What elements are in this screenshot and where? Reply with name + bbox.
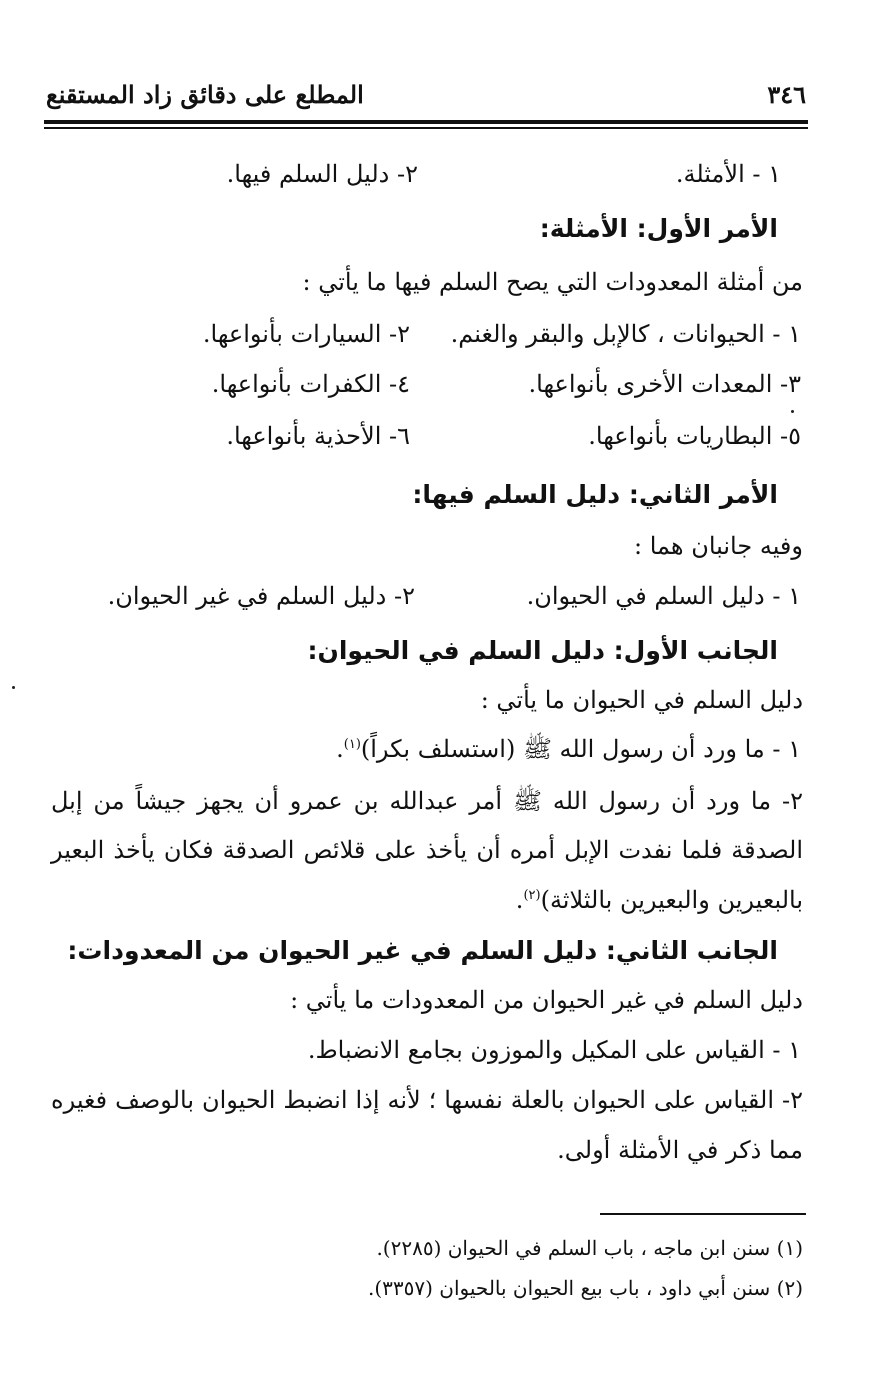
- subsection-heading-non-animals: الجانب الثاني: دليل السلم في غير الحيوان من المعدودات:: [67, 936, 778, 965]
- hadith-item-1: ١ - ما ورد أن رسول الله ﷺ (استسلف بكراً)$^{(١)}$.: [336, 735, 801, 763]
- intro-item-1: ١ - الأمثلة.: [675, 160, 781, 188]
- example-item-1: ١ - الحيوانات ، كالإبل والبقر والغنم.: [450, 320, 801, 348]
- example-item-2: ٢- السيارات بأنواعها.: [202, 320, 410, 348]
- subsection-intro: دليل السلم في الحيوان ما يأتي :: [480, 686, 803, 714]
- hadith-item-2-line-1: ٢- ما ورد أن رسول الله ﷺ أمر عبدالله بن عمرو أن يجهز جيشاً من إبل: [51, 787, 803, 815]
- footnote-ref-1: (١): [343, 737, 361, 752]
- section-intro: من أمثلة المعدودات التي يصح السلم فيها ما يأتي :: [302, 268, 803, 296]
- hadith-item-2-line-2: الصدقة فلما نفدت الإبل أمره أن يأخذ على قلائص الصدقة فكان يأخذ البعير: [51, 836, 803, 864]
- example-item-4: ٤- الكفرات بأنواعها.: [211, 370, 410, 398]
- analogy-item-2-line-2: مما ذكر في الأمثلة أولى.: [557, 1136, 803, 1164]
- subsection-intro: دليل السلم في غير الحيوان من المعدودات ما يأتي :: [290, 986, 803, 1014]
- section-intro: وفيه جانبان هما :: [634, 532, 803, 560]
- example-item-6: ٦- الأحذية بأنواعها.: [226, 422, 410, 450]
- example-item-5: ٥- البطاريات بأنواعها.: [588, 422, 801, 450]
- intro-item-2: ٢- دليل السلم فيها.: [226, 160, 418, 188]
- footnote-ref-2: (٢): [523, 888, 541, 903]
- analogy-item-2-line-1: ٢- القياس على الحيوان بالعلة نفسها ؛ لأنه إذا انضبط الحيوان بالوصف فغيره: [51, 1086, 803, 1114]
- evidence-item-1: ١ - دليل السلم في الحيوان.: [526, 582, 801, 610]
- footnote-1: (١) سنن ابن ماجه ، باب السلم في الحيوان (٢٢٨٥).: [376, 1236, 803, 1260]
- print-speck: [12, 686, 15, 689]
- book-title: المطلع على دقائق زاد المستقنع: [46, 80, 364, 109]
- section-heading-evidence: الأمر الثاني: دليل السلم فيها:: [412, 480, 778, 509]
- analogy-item-1: ١ - القياس على المكيل والموزون بجامع الانضباط.: [307, 1036, 801, 1064]
- header-rule-thin: [44, 127, 808, 129]
- footnote-2: (٢) سنن أبي داود ، باب بيع الحيوان بالحيوان (٣٣٥٧).: [368, 1276, 803, 1300]
- section-heading-examples: الأمر الأول: الأمثلة:: [539, 214, 778, 243]
- running-header: [46, 80, 806, 116]
- page-number: ٣٤٦: [767, 80, 806, 109]
- hadith-item-2-line-3: بالبعيرين والبعيرين بالثلاثة)$^{(٢)}$.: [515, 886, 803, 914]
- evidence-item-2: ٢- دليل السلم في غير الحيوان.: [107, 582, 415, 610]
- footnote-rule: [600, 1213, 806, 1215]
- header-rule-thick: [44, 120, 808, 124]
- subsection-heading-animals: الجانب الأول: دليل السلم في الحيوان:: [307, 636, 778, 665]
- print-speck: [791, 410, 794, 413]
- example-item-3: ٣- المعدات الأخرى بأنواعها.: [528, 370, 801, 398]
